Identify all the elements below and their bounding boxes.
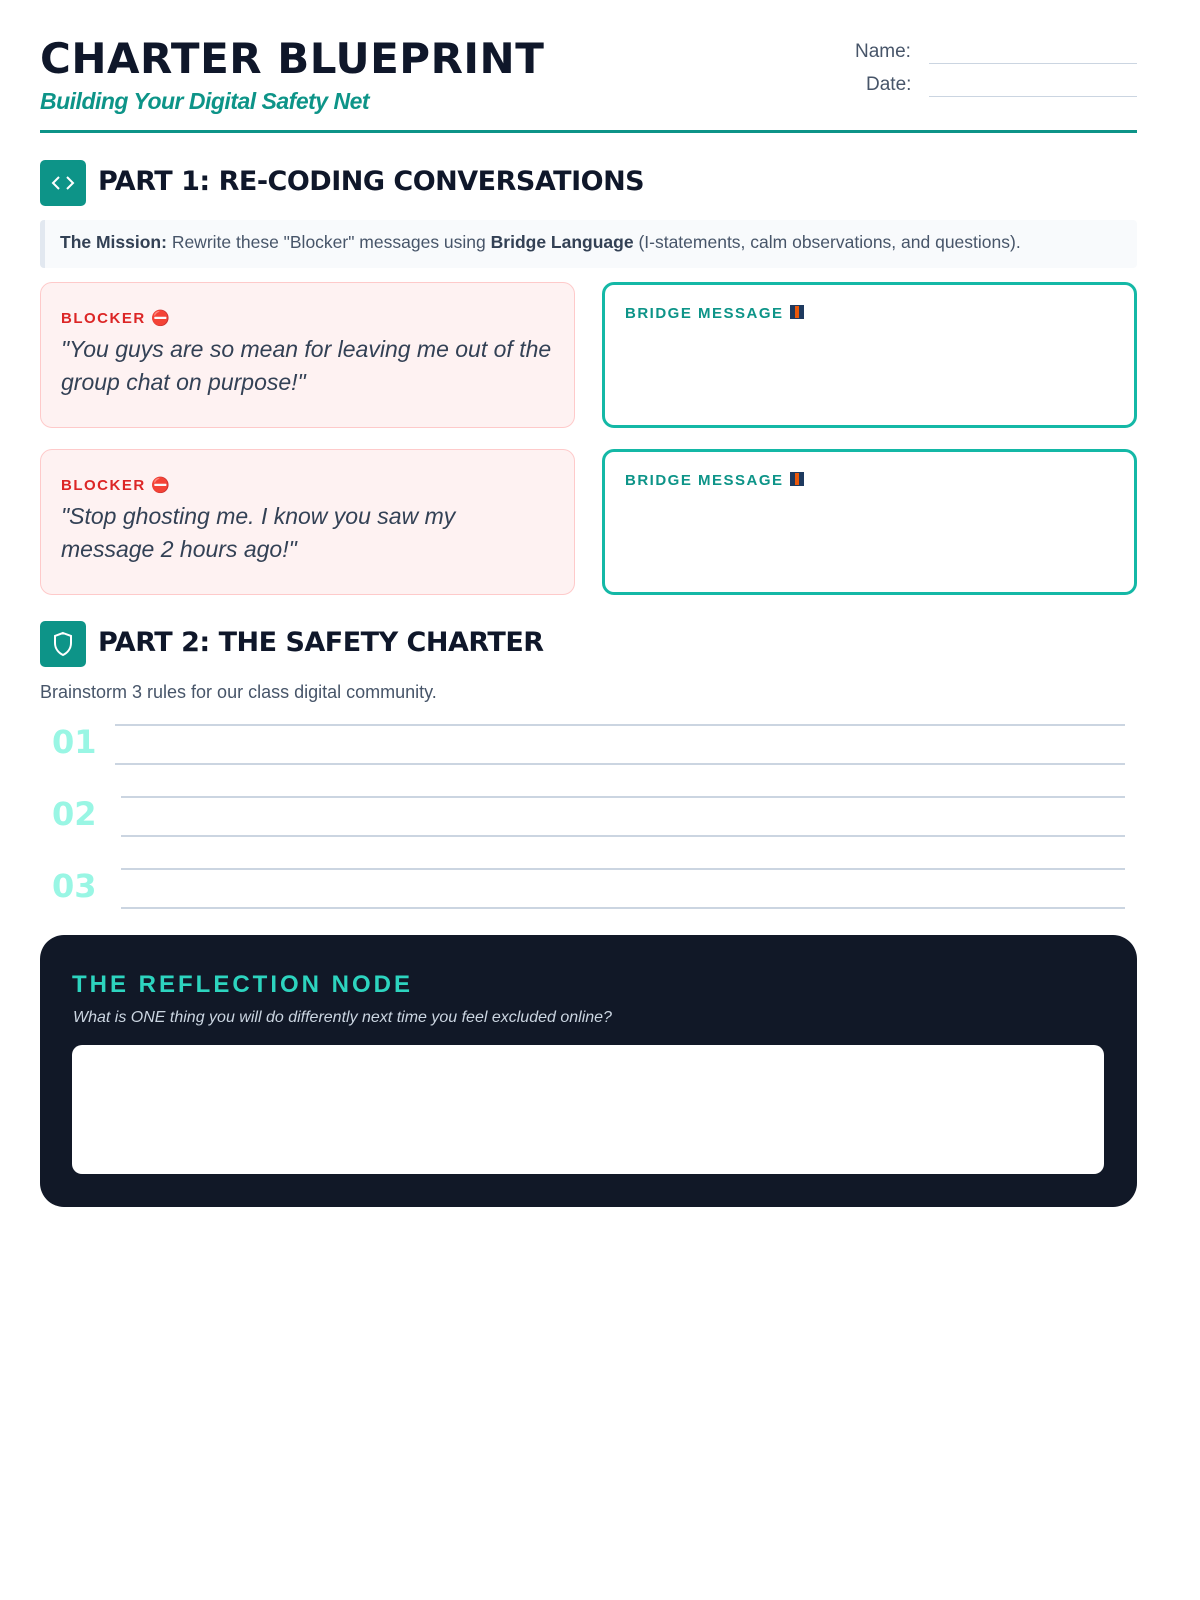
blocker-quote: "Stop ghosting me. I know you saw my message 2 hours ago!" — [61, 503, 456, 562]
shield-icon — [40, 621, 86, 667]
date-label: Date: — [866, 74, 912, 95]
reflection-title: THE REFLECTION NODE — [72, 971, 414, 998]
bridge-message-box[interactable] — [602, 282, 1137, 428]
bridge-label: BRIDGE MESSAGE — [625, 472, 784, 489]
name-label: Name: — [855, 41, 911, 62]
blocker-label: BLOCKER ⛔ — [61, 477, 172, 494]
rule-input-2[interactable] — [121, 835, 1125, 837]
bridge-icon — [790, 472, 804, 486]
bridge-message-box[interactable] — [602, 449, 1137, 595]
bridge-label: BRIDGE MESSAGE — [625, 305, 784, 322]
mission-callout — [40, 220, 1137, 268]
rule-number: 03 — [52, 867, 97, 905]
rule-input-3[interactable] — [121, 907, 1125, 909]
mission-label: The Mission: — [60, 232, 167, 252]
date-field[interactable] — [929, 96, 1137, 97]
rule-input-1[interactable] — [115, 763, 1125, 765]
blocker-card — [40, 449, 575, 595]
blocker-quote: "You guys are so mean for leaving me out of the group chat on purpose!" — [61, 336, 552, 395]
reflection-answer-box[interactable] — [72, 1045, 1104, 1174]
reflection-prompt: What is ONE thing you will do differently next time you feel excluded online? — [73, 1009, 612, 1026]
rule-line — [121, 796, 1125, 798]
rule-line — [115, 724, 1125, 726]
worksheet-title: CHARTER BLUEPRINT — [40, 34, 545, 83]
reflection-panel — [40, 935, 1137, 1207]
part1-title: PART 1: RE-CODING CONVERSATIONS — [98, 166, 645, 197]
name-field[interactable] — [929, 63, 1137, 64]
code-icon — [40, 160, 86, 206]
blocker-card — [40, 282, 575, 428]
rule-number: 01 — [52, 723, 97, 761]
rule-number: 02 — [52, 795, 97, 833]
header-divider — [40, 130, 1137, 133]
part2-instructions: Brainstorm 3 rules for our class digital community. — [40, 682, 437, 702]
part2-title: PART 2: THE SAFETY CHARTER — [98, 627, 544, 658]
blocker-label: BLOCKER ⛔ — [61, 310, 172, 327]
bridge-icon — [790, 305, 804, 319]
worksheet-subtitle: Building Your Digital Safety Net — [40, 88, 370, 114]
rule-line — [121, 868, 1125, 870]
mission-bold: Bridge Language — [490, 232, 634, 252]
mission-text: Rewrite these "Blocker" messages using — [166, 232, 491, 252]
mission-text-end: (I-statements, calm observations, and questions). — [633, 232, 1021, 252]
